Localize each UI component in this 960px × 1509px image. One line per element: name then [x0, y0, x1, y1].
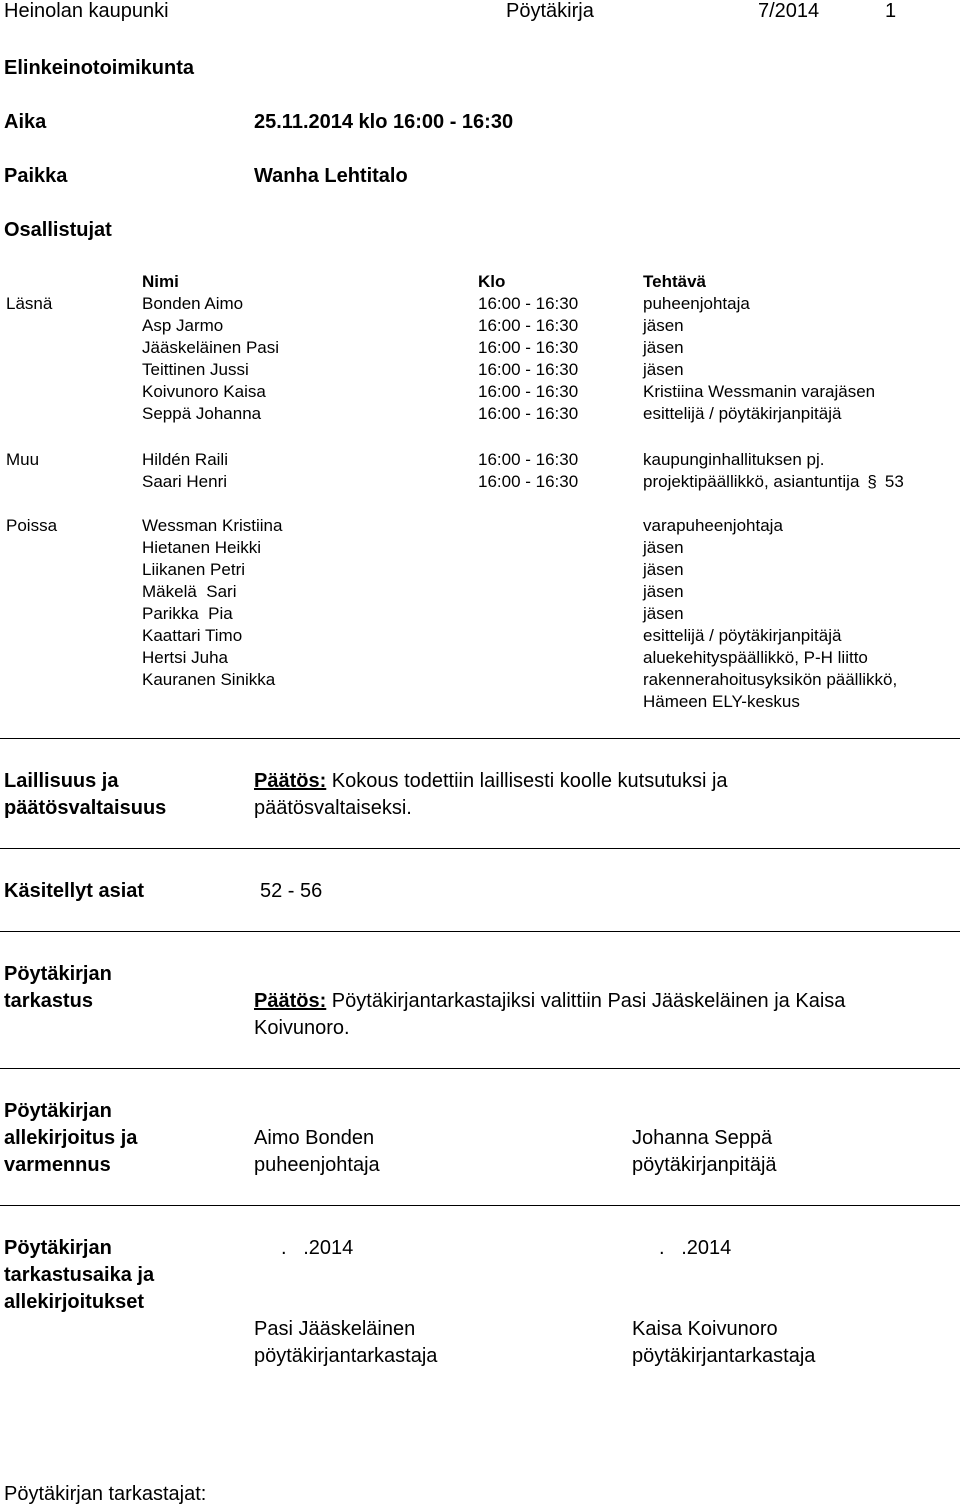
table-row	[0, 316, 960, 338]
table-row	[0, 604, 960, 626]
page-number: 1	[885, 0, 897, 22]
decision-label: Päätös:	[254, 770, 327, 792]
place-label: Paikka	[4, 165, 68, 187]
participant-role-continued: Hämeen ELY-keskus	[643, 692, 800, 711]
table-header	[0, 272, 960, 294]
items-value: 52 - 56	[260, 880, 323, 902]
header-role: Tehtävä	[643, 272, 706, 291]
signing-label-line1: Pöytäkirjan	[4, 1100, 112, 1122]
section-divider	[0, 848, 960, 849]
present-label: Läsnä	[6, 294, 53, 313]
section-sign-icon: §	[867, 472, 877, 491]
legality-decision-line2: päätösvaltaiseksi.	[254, 797, 412, 819]
reviewer2-role: pöytäkirjantarkastaja	[632, 1345, 816, 1367]
participant-name: Hertsi Juha	[142, 648, 228, 667]
document-type: Pöytäkirja	[506, 0, 594, 22]
signing-label-line3: varmennus	[4, 1154, 111, 1176]
reviewer1-role: pöytäkirjantarkastaja	[254, 1345, 438, 1367]
table-row	[0, 626, 960, 648]
signer1-role: puheenjohtaja	[254, 1154, 380, 1176]
section-number: 53	[884, 472, 904, 491]
committee-name: Elinkeinotoimikunta	[4, 57, 195, 79]
participant-time: 16:00 - 16:30	[478, 360, 579, 379]
legality-label-line1: Laillisuus ja	[4, 770, 119, 792]
participant-time: 16:00 - 16:30	[478, 472, 579, 491]
section-divider	[0, 1205, 960, 1206]
decision-label: Päätös:	[254, 990, 327, 1012]
absent-label: Poissa	[6, 516, 58, 535]
table-row	[0, 404, 960, 426]
table-row	[0, 472, 960, 494]
review-time-label-line2: tarkastusaika ja	[4, 1264, 155, 1286]
participant-time: 16:00 - 16:30	[478, 316, 579, 335]
other-label: Muu	[6, 450, 40, 469]
review-date2: . .2014	[659, 1237, 732, 1259]
table-row	[0, 294, 960, 316]
table-row	[0, 648, 960, 670]
signer2-role: pöytäkirjanpitäjä	[632, 1154, 777, 1176]
table-row	[0, 560, 960, 582]
participant-role: jäsen	[643, 560, 684, 579]
table-row	[0, 538, 960, 560]
participant-name: Jääskeläinen Pasi	[142, 338, 280, 357]
participant-name: Saari Henri	[142, 472, 228, 491]
participant-name: Wessman Kristiina	[142, 516, 283, 535]
participant-name: Hildén Raili	[142, 450, 228, 469]
participant-role	[643, 472, 904, 492]
participant-name: Kauranen Sinikka	[142, 670, 276, 689]
participant-name: Seppä Johanna	[142, 404, 262, 423]
participant-role: aluekehityspäällikkö, P-H liitto	[643, 648, 868, 667]
review-date1: . .2014	[281, 1237, 354, 1259]
table-row	[0, 582, 960, 604]
header-time: Klo	[478, 272, 506, 291]
review-decision-line2: Koivunoro.	[254, 1017, 350, 1039]
participant-role: Kristiina Wessmanin varajäsen	[643, 382, 876, 401]
participant-role: jäsen	[643, 338, 684, 357]
document-number: 7/2014	[758, 0, 820, 22]
participants-label: Osallistujat	[4, 219, 112, 241]
signer2-name: Johanna Seppä	[632, 1127, 773, 1149]
participant-name: Asp Jarmo	[142, 316, 224, 335]
participant-time: 16:00 - 16:30	[478, 338, 579, 357]
table-row	[0, 382, 960, 404]
participant-name: Hietanen Heikki	[142, 538, 262, 557]
participant-role: jäsen	[643, 538, 684, 557]
participant-name: Kaattari Timo	[142, 626, 243, 645]
participant-role: kaupunginhallituksen pj.	[643, 450, 825, 469]
signing-label-line2: allekirjoitus ja	[4, 1127, 138, 1149]
header-name: Nimi	[142, 272, 179, 291]
participant-name: Mäkelä Sari	[142, 582, 237, 601]
table-row	[0, 360, 960, 382]
review-decision-line1	[254, 991, 845, 1011]
review-label-line2: tarkastus	[4, 990, 93, 1012]
time-value: 25.11.2014 klo 16:00 - 16:30	[254, 111, 514, 133]
review-label-line1: Pöytäkirjan	[4, 963, 112, 985]
table-row	[0, 516, 960, 538]
participant-time: 16:00 - 16:30	[478, 294, 579, 313]
participant-role: rakennerahoitusyksikön päällikkö,	[643, 670, 898, 689]
participant-role: jäsen	[643, 316, 684, 335]
table-row	[0, 692, 960, 714]
items-label: Käsitellyt asiat	[4, 880, 145, 902]
participant-role: esittelijä / pöytäkirjanpitäjä	[643, 404, 842, 423]
legality-label-line2: päätösvaltaisuus	[4, 797, 167, 819]
decision-text: Kokous todettiin laillisesti koolle kutsutuksi ja	[326, 770, 728, 792]
signer1-name: Aimo Bonden	[254, 1127, 375, 1149]
participant-role: jäsen	[643, 360, 684, 379]
place-value: Wanha Lehtitalo	[254, 165, 408, 187]
participant-time: 16:00 - 16:30	[478, 450, 579, 469]
table-row	[0, 338, 960, 360]
section-divider	[0, 738, 960, 739]
participant-role: varapuheenjohtaja	[643, 516, 783, 535]
section-divider	[0, 931, 960, 932]
time-label: Aika	[4, 111, 47, 133]
city-name: Heinolan kaupunki	[4, 0, 169, 22]
participant-name: Liikanen Petri	[142, 560, 246, 579]
participant-name: Teittinen Jussi	[142, 360, 249, 379]
review-time-label-line1: Pöytäkirjan	[4, 1237, 112, 1259]
participant-role: esittelijä / pöytäkirjanpitäjä	[643, 626, 842, 645]
review-time-label-line3: allekirjoitukset	[4, 1291, 145, 1313]
reviewer2-name: Kaisa Koivunoro	[632, 1318, 778, 1340]
participant-time: 16:00 - 16:30	[478, 382, 579, 401]
participant-name: Parikka Pia	[142, 604, 233, 623]
participant-role-text: projektipäällikkö, asiantuntija	[643, 472, 860, 491]
reviewer1-name: Pasi Jääskeläinen	[254, 1318, 416, 1340]
decision-text: Pöytäkirjantarkastajiksi valittiin Pasi Jääskeläinen ja Kaisa	[326, 990, 846, 1012]
table-row	[0, 670, 960, 692]
participant-role: jäsen	[643, 582, 684, 601]
reviewers-footer-label: Pöytäkirjan tarkastajat:	[4, 1483, 207, 1505]
participant-name: Koivunoro Kaisa	[142, 382, 266, 401]
participant-role: jäsen	[643, 604, 684, 623]
section-divider	[0, 1068, 960, 1069]
participant-time: 16:00 - 16:30	[478, 404, 579, 423]
legality-decision-line1	[254, 771, 728, 791]
table-row	[0, 450, 960, 472]
participant-role: puheenjohtaja	[643, 294, 750, 313]
participant-name: Bonden Aimo	[142, 294, 244, 313]
